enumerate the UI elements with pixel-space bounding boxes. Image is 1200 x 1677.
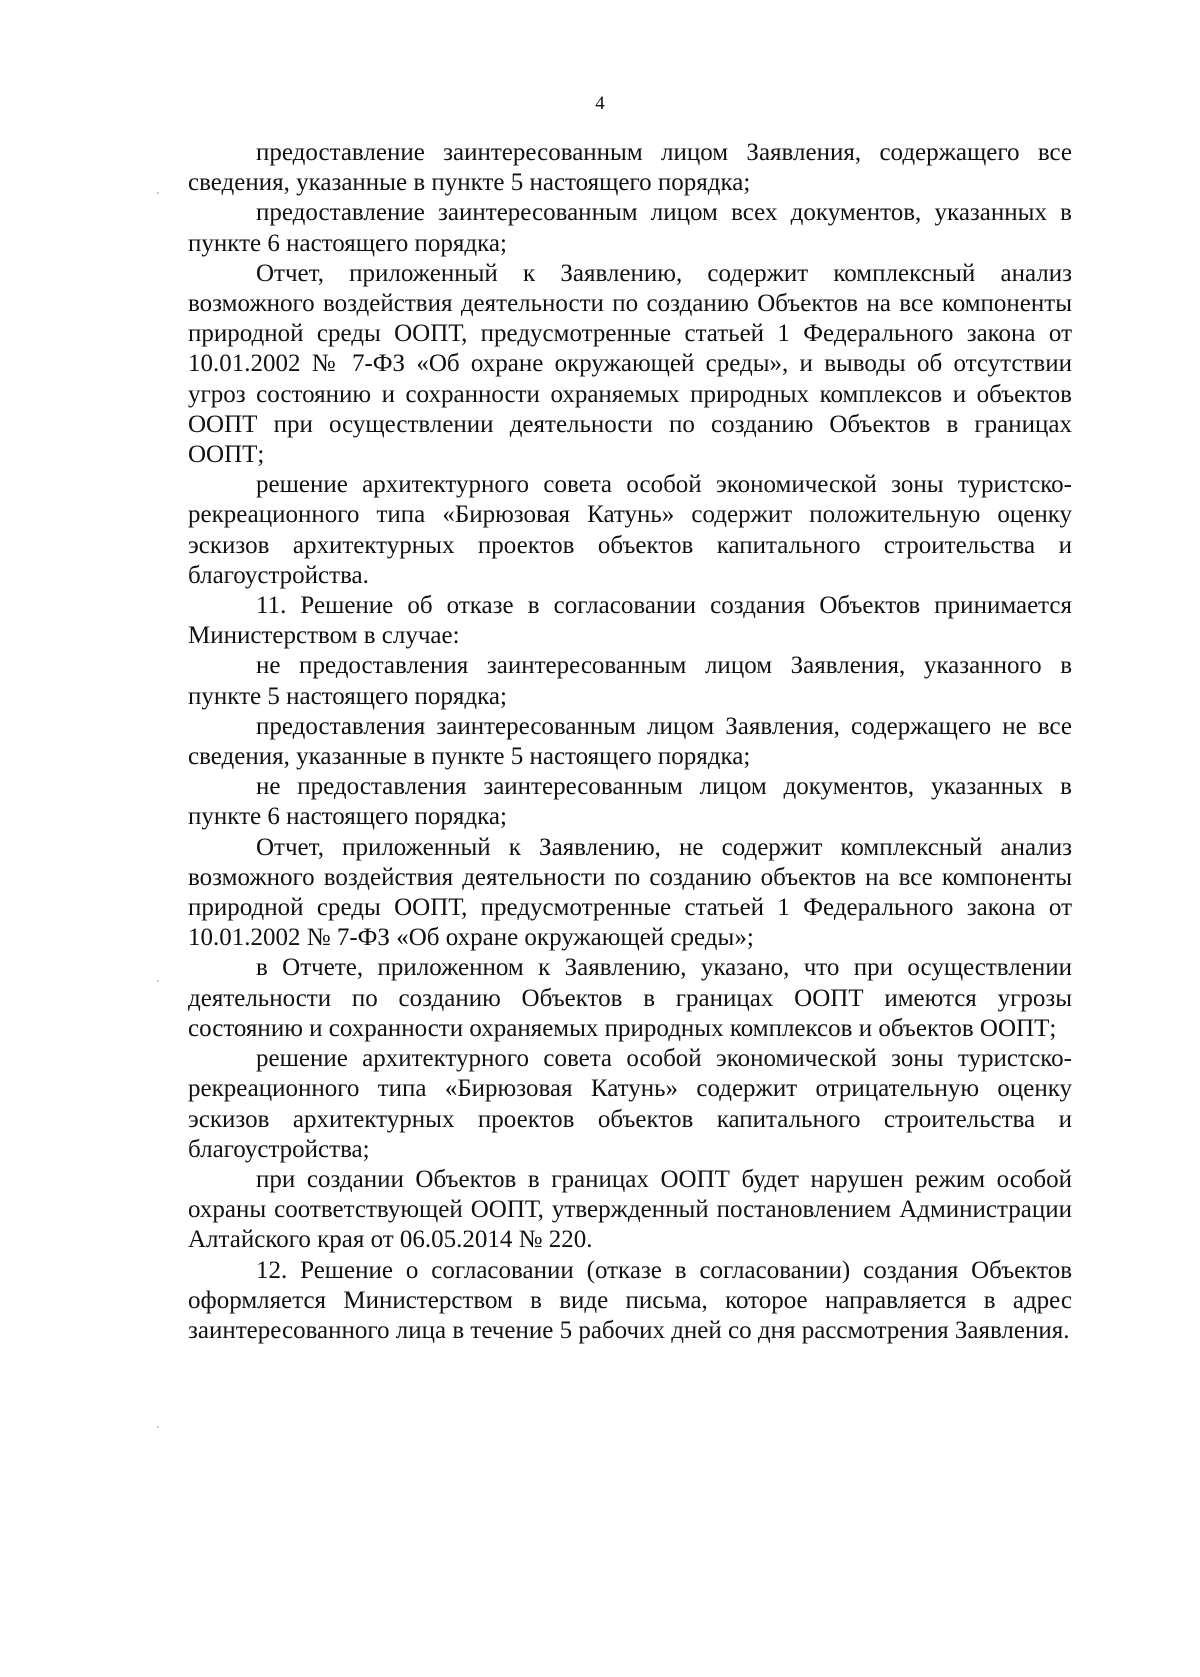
margin-speck — [157, 1426, 159, 1428]
paragraph: предоставление заинтересованным лицом Заявления, содержащего все сведения, указанные в пункте 5 настоящего порядка; — [188, 139, 1072, 197]
paragraph: не предоставления заинтересованным лицом Заявления, указанного в пункте 5 настоящего порядка; — [188, 652, 1072, 710]
paragraph: 12. Решение о согласовании (отказе в согласовании) создания Объектов оформляется Министерством в виде письма, которое направляется в адрес заинтересованного лица в течение 5 рабочих дней со дня рассмотрения Заявления. — [188, 1256, 1072, 1344]
paragraph: 11. Решение об отказе в согласовании создания Объектов принимается Министерством в случае: — [188, 592, 1072, 650]
paragraph: решение архитектурного совета особой экономической зоны туристско-рекреационного типа «Бирюзовая Катунь» содержит положительную оценку эскизов архитектурных проектов объектов капитального строительства и благоустройства. — [188, 471, 1072, 589]
paragraph: Отчет, приложенный к Заявлению, содержит комплексный анализ возможного воздействия деятельности по созданию Объектов на все компоненты природной среды ООПТ, предусмотренные статьей 1 Федерального закона от 10.01.2002 № 7-ФЗ «Об охране окружающей среды», и выводы об отсутствии угроз состоянию и сохранности охраняемых природных комплексов и объектов ООПТ при осуществлении деятельности по созданию Объектов в границах ООПТ; — [188, 259, 1072, 469]
margin-speck — [157, 980, 159, 982]
paragraph: в Отчете, приложенном к Заявлению, указано, что при осуществлении деятельности по созданию Объектов в границах ООПТ имеются угрозы состоянию и сохранности охраняемых природных комплексов и объектов ООПТ; — [188, 954, 1072, 1042]
paragraph: предоставления заинтересованным лицом Заявления, содержащего не все сведения, указанные в пункте 5 настоящего порядка; — [188, 712, 1072, 771]
paragraph: решение архитектурного совета особой экономической зоны туристско-рекреационного типа «Бирюзовая Катунь» содержит отрицательную оценку эскизов архитектурных проектов объектов капитального строительства и благоустройства; — [188, 1045, 1072, 1163]
paragraph: предоставление заинтересованным лицом всех документов, указанных в пункте 6 настоящего порядка; — [188, 199, 1072, 257]
page-number: 4 — [595, 93, 605, 114]
paragraph: не предоставления заинтересованным лицом документов, указанных в пункте 6 настоящего порядка; — [188, 773, 1072, 831]
margin-speck — [157, 192, 159, 194]
body-text — [188, 138, 1072, 1346]
paragraph: Отчет, приложенный к Заявлению, не содержит комплексный анализ возможного воздействия деятельности по созданию объектов на все компоненты природной среды ООПТ, предусмотренные статьей 1 Федерального закона от 10.01.2002 № 7-ФЗ «Об охране окружающей среды»; — [188, 833, 1072, 952]
paragraph: при создании Объектов в границах ООПТ будет нарушен режим особой охраны соответствующей ООПТ, утвержденный постановлением Администрации Алтайского края от 06.05.2014 № 220. — [188, 1165, 1072, 1254]
